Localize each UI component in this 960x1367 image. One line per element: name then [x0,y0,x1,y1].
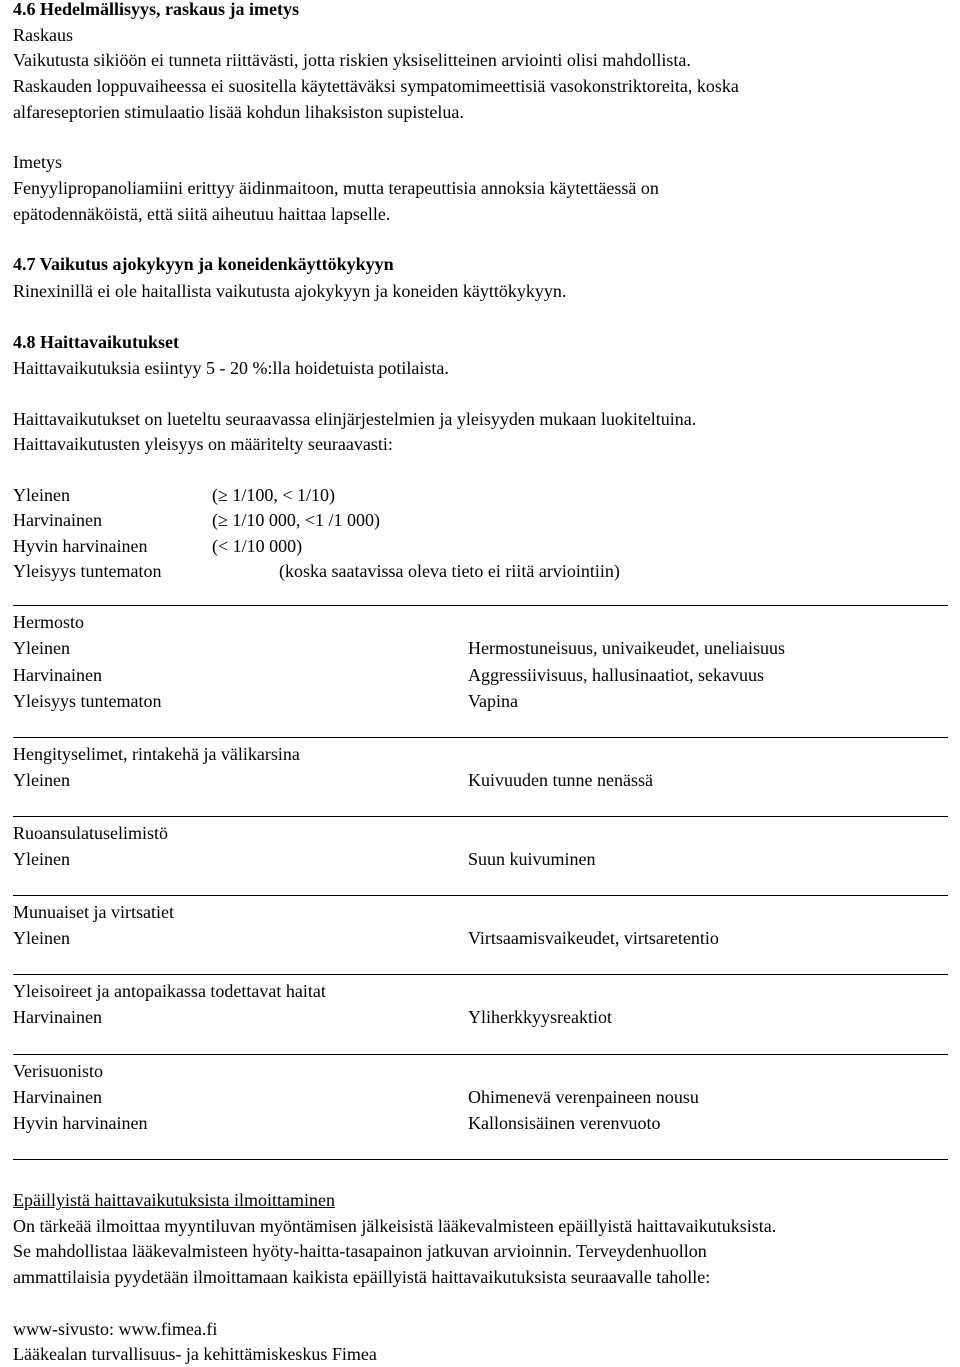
organ-group-name: Hengityselimet, rintakehä ja välikarsina [13,744,300,764]
effect-cell: Yliherkkyysreaktiot [468,1007,612,1027]
effect-cell: Kallonsisäinen verenvuoto [468,1113,661,1133]
table-separator [13,816,948,817]
classification-text-line: Haittavaikutusten yleisyys on määritelty seuraavasti: [13,434,393,454]
section-heading-4-8: 4.8 Haittavaikutukset [13,332,180,352]
section-heading-4-6: 4.6 Hedelmällisyys, raskaus ja imetys [13,0,299,19]
frequency-term: Yleinen [13,485,70,505]
effect-cell: Ohimenevä verenpaineen nousu [468,1087,699,1107]
frequency-definition: (< 1/10 000) [212,536,303,556]
organ-group-name: Verisuonisto [13,1061,103,1081]
frequency-definition: (≥ 1/10 000, <1 /1 000) [212,510,381,530]
imetys-label: Imetys [13,152,62,172]
frequency-cell: Yleinen [13,928,70,948]
raskaus-label: Raskaus [13,25,73,45]
effect-cell: Virtsaamisvaikeudet, virtsaretentio [468,928,719,948]
website-row [13,1316,217,1342]
table-separator [13,1159,948,1160]
frequency-term: Harvinainen [13,510,102,530]
reporting-text-line: On tärkeää ilmoittaa myyntiluvan myöntämisen jälkeisistä lääkevalmisteen epäillyistä haittavaikutuksista. [13,1216,777,1236]
effect-cell: Hermostuneisuus, univaikeudet, uneliaisuus [468,638,785,658]
raskaus-text-line: alfareseptorien stimulaatio lisää kohdun lihaksiston supistelua. [13,102,464,122]
imetys-text-line: Fenyylipropanoliamiini erittyy äidinmaitoon, mutta terapeuttisia annoksia käytettäessä on [13,178,659,198]
table-separator [13,895,948,896]
organ-group-name: Hermosto [13,612,84,632]
frequency-term: Hyvin harvinainen [13,536,148,556]
section-4-8-text: Haittavaikutuksia esiintyy 5 - 20 %:lla hoidetuista potilaista. [13,358,449,378]
table-separator [13,605,948,606]
classification-text-line: Haittavaikutukset on lueteltu seuraavassa elinjärjestelmien ja yleisyyden mukaan luokiteltuina. [13,409,697,429]
imetys-text-line: epätodennäköistä, että siitä aiheutuu haittaa lapselle. [13,204,391,224]
frequency-definition: (≥ 1/100, < 1/10) [212,485,336,505]
reporting-text-line: Se mahdollistaa lääkevalmisteen hyöty-haitta-tasapainon jatkuvan arvioinnin. Terveydenhuollon [13,1241,707,1261]
organ-group-name: Munuaiset ja virtsatiet [13,902,174,922]
frequency-term: Yleisyys tuntematon [13,561,162,581]
raskaus-text-line: Raskauden loppuvaiheessa ei suositella käytettäväksi sympatomimeettisiä vasokonstriktoreita, koska [13,76,739,96]
agency-name: Lääkealan turvallisuus- ja kehittämiskeskus Fimea [13,1344,377,1364]
frequency-definition: (koska saatavissa oleva tieto ei riitä arviointiin) [279,561,620,581]
reporting-text-line: ammattilaisia pyydetään ilmoittamaan kaikista epäillyistä haittavaikutuksista seuraavalle taholle: [13,1267,711,1287]
section-4-7-text: Rinexinillä ei ole haitallista vaikutusta ajokykyyn ja koneiden käyttökykyyn. [13,281,567,301]
effect-cell: Vapina [468,691,518,711]
frequency-cell: Yleinen [13,638,70,658]
effect-cell: Aggressiivisuus, hallusinaatiot, sekavuus [468,665,764,685]
frequency-cell: Yleisyys tuntematon [13,691,162,711]
raskaus-text-line: Vaikutusta sikiöön ei tunneta riittävästi, jotta riskien yksiselitteinen arviointi olisi mahdollista. [13,50,691,70]
frequency-cell: Hyvin harvinainen [13,1113,148,1133]
organ-group-name: Yleisoireet ja antopaikassa todettavat haitat [13,981,326,1001]
organ-group-name: Ruoansulatuselimistö [13,823,168,843]
website-label: www-sivusto: [13,1319,115,1339]
frequency-cell: Harvinainen [13,1007,102,1027]
frequency-cell: Harvinainen [13,665,102,685]
effect-cell: Suun kuivuminen [468,849,596,869]
reporting-heading: Epäillyistä haittavaikutuksista ilmoittaminen [13,1190,335,1210]
frequency-cell: Yleinen [13,770,70,790]
frequency-cell: Harvinainen [13,1087,102,1107]
frequency-cell: Yleinen [13,849,70,869]
table-separator [13,1054,948,1055]
website-link[interactable]: www.fimea.fi [118,1319,218,1339]
table-separator [13,737,948,738]
table-separator [13,974,948,975]
section-heading-4-7: 4.7 Vaikutus ajokykyyn ja koneidenkäyttökykyyn [13,254,394,274]
effect-cell: Kuivuuden tunne nenässä [468,770,653,790]
